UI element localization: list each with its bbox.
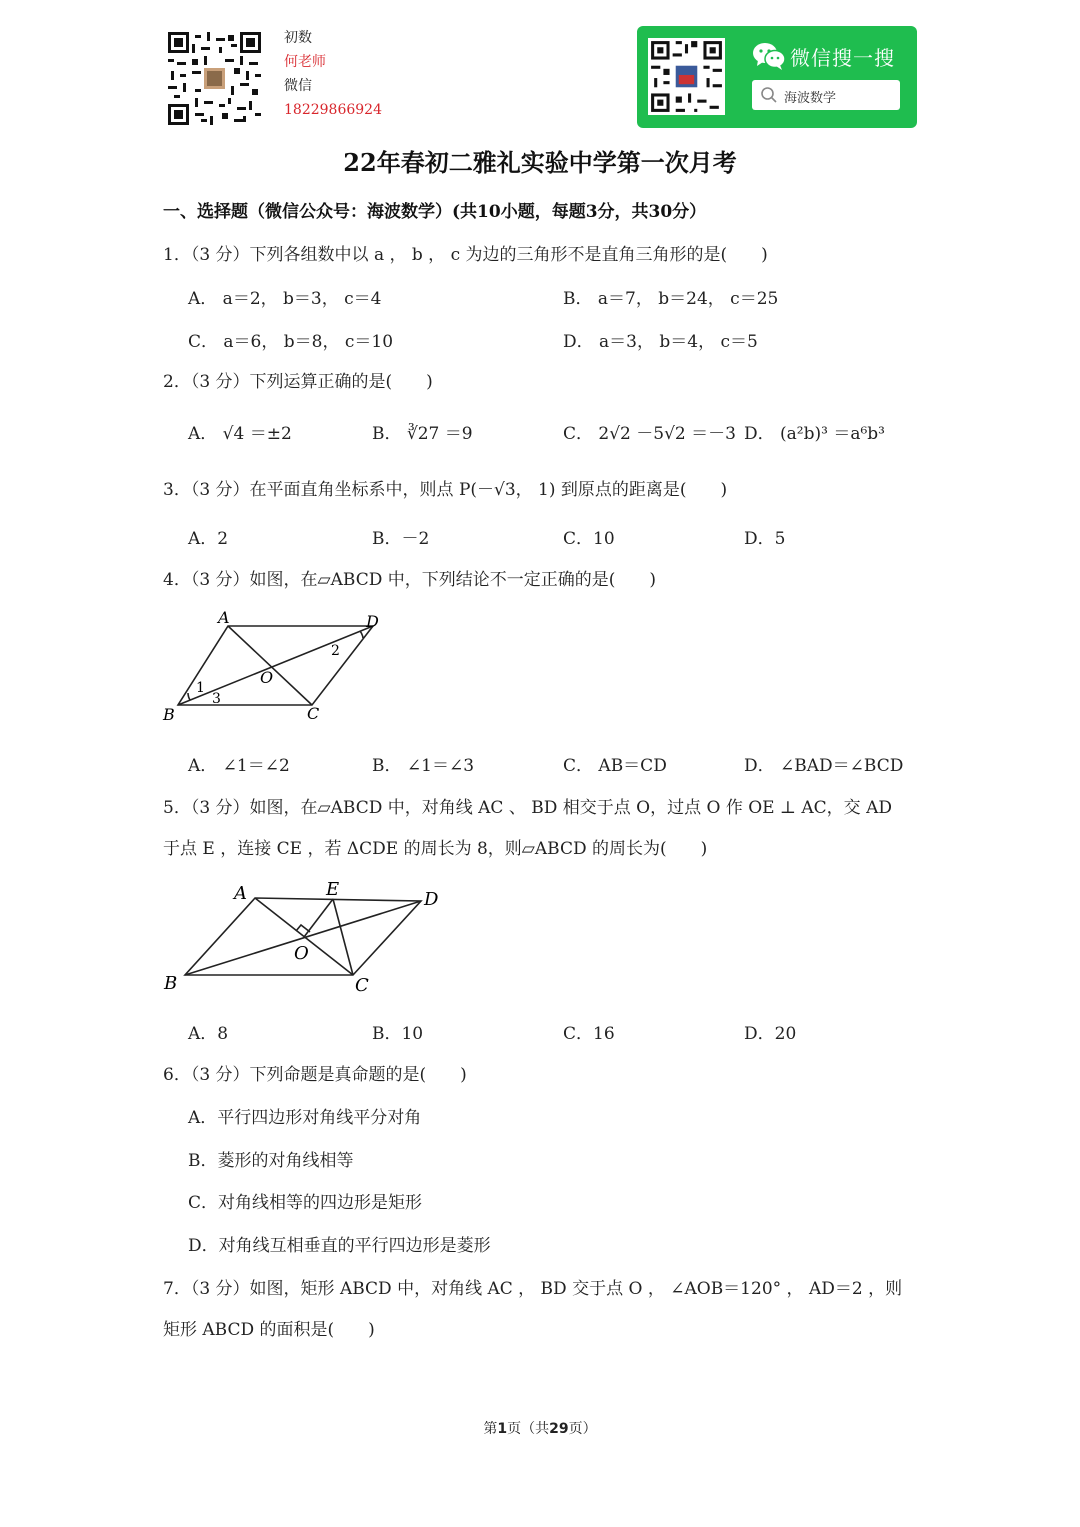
q4-parallelogram-figure — [160, 605, 390, 725]
q5-stem-line1: 5．（3 分）如图，在▱ABCD 中，对角线 AC 、 BD 相交于点 O，过点 O 作 OE ⊥ AC，交 AD — [163, 798, 892, 818]
footer-prefix: 第 — [483, 1421, 498, 1437]
wechat-logo-icon — [752, 41, 786, 75]
q6-option-d: D．对角线互相垂直的平行四边形是菱形 — [188, 1236, 491, 1256]
qr-pattern-icon — [168, 32, 261, 125]
q4-option-d: D． ∠BAD＝∠BCD — [744, 756, 904, 776]
q4-option-b: B． ∠1＝∠3 — [372, 756, 475, 776]
q7-stem-line2: 矩形 ABCD 的面积是( ) — [163, 1320, 375, 1340]
q1-option-c: C． a＝6， b＝8， c＝10 — [188, 332, 394, 352]
q4-option-c: C． AB＝CD — [563, 756, 667, 776]
wechat-search-input[interactable] — [752, 80, 900, 110]
wechat-qr-code — [648, 38, 725, 115]
qr-pattern-icon — [648, 38, 725, 115]
search-icon — [760, 86, 778, 104]
footer-page-number: 1 — [497, 1421, 508, 1437]
q1-option-b: B． a＝7， b＝24， c＝25 — [563, 289, 779, 309]
q1-option-d: D． a＝3， b＝4， c＝5 — [563, 332, 758, 352]
contact-wechat-label: 微信 — [284, 78, 312, 94]
q4-stem: 4．（3 分）如图，在▱ABCD 中，下列结论不一定正确的是( ) — [163, 570, 656, 590]
q4-label-d: D — [366, 612, 379, 631]
q3-option-d: D．5 — [744, 529, 786, 549]
q2-option-d: D． (a²b)³ ＝a⁶b³ — [744, 424, 885, 444]
q4-label-a: A — [218, 608, 230, 627]
q4-label-c: C — [307, 704, 320, 723]
q5-stem-line2: 于点 E ，连接 CE ，若 ΔCDE 的周长为 8，则▱ABCD 的周长为( ) — [163, 839, 708, 859]
wechat-search-query: 海波数学 — [784, 91, 837, 106]
q6-stem: 6．（3 分）下列命题是真命题的是( ) — [163, 1065, 467, 1085]
q5-label-b: B — [164, 973, 178, 994]
q7-stem-line1: 7．（3 分）如图，矩形 ABCD 中，对角线 AC ， BD 交于点 O ， ∠AOB＝120° ， AD＝2 ，则 — [163, 1279, 903, 1299]
q3-option-b: B．－2 — [372, 529, 430, 549]
q3-option-c: C．10 — [563, 529, 615, 549]
q4-diagonal-bd — [178, 626, 373, 705]
footer-total-pages: 29 — [549, 1421, 569, 1437]
q5-label-a: A — [234, 883, 247, 904]
q5-label-d: D — [424, 889, 439, 910]
q4-label-b: B — [163, 705, 175, 724]
q5-option-a: A．8 — [188, 1024, 229, 1044]
contact-info — [284, 26, 382, 122]
q4-diagonal-ac — [228, 626, 312, 705]
q5-option-b: B．10 — [372, 1024, 424, 1044]
q4-label-angle-1: 1 — [196, 680, 205, 696]
q1-option-a: A． a＝2， b＝3， c＝4 — [188, 289, 382, 309]
q4-angle-2-arc — [360, 631, 363, 638]
q4-option-a: A． ∠1＝∠2 — [188, 756, 290, 776]
wechat-search-title: 微信搜一搜 — [790, 46, 895, 70]
q5-label-e: E — [326, 879, 340, 900]
q2-option-a: A． √4 ＝±2 — [188, 424, 292, 444]
q5-option-d: D．20 — [744, 1024, 797, 1044]
q5-parallelogram-figure — [160, 875, 450, 1000]
contact-phone: 18229866924 — [284, 102, 382, 118]
q3-stem: 3．（3 分）在平面直角坐标系中，则点 P(－√3， 1) 到原点的距离是( ) — [163, 480, 728, 500]
q5-label-o: O — [294, 943, 309, 964]
q6-option-a: A．平行四边形对角线平分对角 — [188, 1108, 422, 1128]
q4-angle-1-arc — [188, 693, 190, 700]
section-heading: 一、选择题（微信公众号：海波数学）(共10小题，每题3分，共30分） — [163, 202, 707, 222]
q4-label-angle-3: 3 — [212, 691, 221, 707]
contact-name: 何老师 — [284, 54, 326, 70]
q4-label-angle-2: 2 — [331, 643, 340, 659]
q2-option-c: C． 2√2 －5√2 ＝－3 — [563, 424, 736, 444]
footer-middle: 页（共 — [507, 1421, 550, 1437]
q2-stem: 2．（3 分）下列运算正确的是( ) — [163, 372, 433, 392]
q6-option-b: B．菱形的对角线相等 — [188, 1151, 354, 1171]
page-footer — [0, 1418, 1080, 1438]
q1-stem: 1．（3 分）下列各组数中以 a ， b ， c 为边的三角形不是直角三角形的是( ) — [163, 245, 768, 265]
q5-option-c: C．16 — [563, 1024, 615, 1044]
footer-suffix: 页） — [568, 1421, 597, 1437]
q3-option-a: A．2 — [188, 529, 229, 549]
contact-subject: 初数 — [284, 30, 312, 46]
q4-label-o: O — [260, 668, 274, 687]
q5-segment-ce — [333, 899, 353, 975]
q6-option-c: C．对角线相等的四边形是矩形 — [188, 1193, 423, 1213]
contact-qr-code — [168, 32, 261, 125]
q5-label-c: C — [355, 975, 369, 996]
q2-option-b: B． ∛27 ＝9 — [372, 424, 473, 444]
exam-title: 22年春初二雅礼实验中学第一次月考 — [343, 148, 737, 177]
